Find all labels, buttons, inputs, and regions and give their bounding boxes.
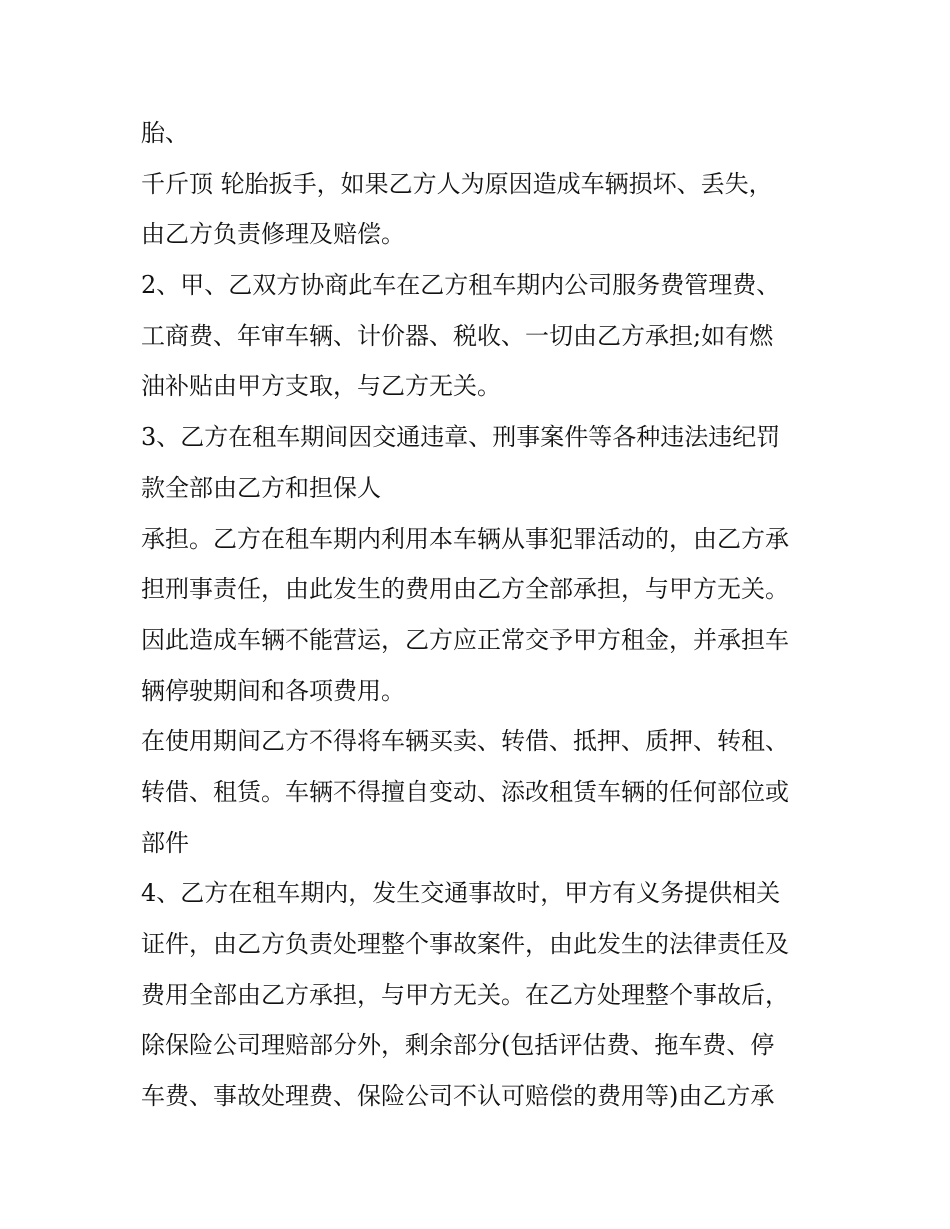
text-line: 千斤顶 轮胎扳手，如果乙方人为原因造成车辆损坏、丢失，	[141, 169, 773, 198]
text-line: 部件	[141, 828, 189, 857]
text-line: 2、甲、乙双方协商此车在乙方租车期内公司服务费管理费、	[141, 271, 781, 300]
text-line: 车费、事故处理费、保险公司不认可赔偿的费用等)由乙方承	[141, 1082, 775, 1111]
text-line: 由乙方负责修理及赔偿。	[141, 220, 405, 249]
text-line: 除保险公司理赔部分外，剩余部分(包括评估费、拖车费、停	[141, 1031, 775, 1060]
text-line: 在使用期间乙方不得将车辆买卖、转借、抵押、质押、转租、	[141, 727, 789, 756]
text-line: 辆停驶期间和各项费用。	[141, 676, 405, 705]
text-line: 油补贴由甲方支取，与乙方无关。	[141, 372, 501, 401]
text-line: 因此造成车辆不能营运，乙方应正常交予甲方租金，并承担车	[141, 625, 789, 654]
text-line: 3、乙方在租车期间因交通违章、刑事案件等各种违法违纪罚	[141, 423, 781, 452]
text-line: 证件，由乙方负责处理整个事故案件，由此发生的法律责任及	[141, 930, 789, 958]
text-line: 费用全部由乙方承担，与甲方无关。在乙方处理整个事故后，	[141, 980, 789, 1009]
text-line: 担刑事责任，由此发生的费用由乙方全部承担，与甲方无关。	[141, 575, 789, 604]
text-line: 4、乙方在租车期内，发生交通事故时，甲方有义务提供相关	[141, 879, 781, 908]
contract-text-block	[141, 108, 841, 1122]
text-line: 转借、租赁。车辆不得擅自变动、添改租赁车辆的任何部位或	[141, 777, 789, 806]
text-line: 款全部由乙方和担保人	[141, 473, 381, 502]
text-line: 胎、	[141, 119, 189, 147]
text-line: 工商费、年审车辆、计价器、税收、一切由乙方承担;如有燃	[141, 321, 774, 350]
text-line: 承担。乙方在租车期内利用本车辆从事犯罪活动的，由乙方承	[141, 524, 789, 553]
